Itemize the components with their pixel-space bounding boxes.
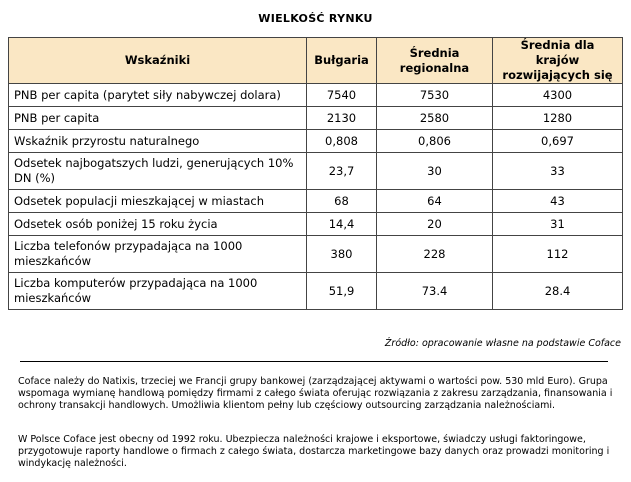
table-row xyxy=(9,213,623,236)
table-row xyxy=(9,153,623,190)
regional-value: 2580 xyxy=(377,107,493,130)
table-row xyxy=(9,236,623,273)
row-label: PNB per capita (parytet siły nabywczej dolara) xyxy=(9,84,307,107)
regional-value: 228 xyxy=(377,236,493,273)
regional-value: 20 xyxy=(377,213,493,236)
row-label: Wskaźnik przyrostu naturalnego xyxy=(9,130,307,153)
bulgaria-value: 7540 xyxy=(307,84,377,107)
row-label: PNB per capita xyxy=(9,107,307,130)
header-developing-average: Średnia dla krajów rozwijających się xyxy=(493,38,623,84)
table-row xyxy=(9,190,623,213)
header-bulgaria: Bułgaria xyxy=(307,38,377,84)
table-row xyxy=(9,107,623,130)
developing-value: 1280 xyxy=(493,107,623,130)
table-row xyxy=(9,130,623,153)
developing-value: 4300 xyxy=(493,84,623,107)
coface-poland-paragraph: W Polsce Coface jest obecny od 1992 roku. Ubezpiecza należności krajowe i eksportowe, świadczy usługi faktoringowe, przygotowuje raporty handlowe o firmach z całego świata, dostarcza marketingowe bazy danych oraz prowadzi monitoring i windykację należności. xyxy=(18,434,610,469)
coface-description-paragraph: Coface należy do Natixis, trzeciej we Francji grupy bankowej (zarządzającej aktywami o wartości pow. 530 mld Euro). Grupa wspomaga wymianę handlową pomiędzy firmami z całego świata oferując rozwiązania z zakresu zarządzania, finansowania i ochrony transakcji handlowych. Umożliwia klientom pełny lub częściowy outsourcing zarządzania należnościami. xyxy=(18,376,613,411)
regional-value: 73.4 xyxy=(377,273,493,310)
bulgaria-value: 0,808 xyxy=(307,130,377,153)
row-label: Odsetek najbogatszych ludzi, generujących 10% DN (%) xyxy=(9,153,307,190)
regional-value: 0,806 xyxy=(377,130,493,153)
bulgaria-value: 51,9 xyxy=(307,273,377,310)
header-regional-average: Średnia regionalna xyxy=(377,38,493,84)
developing-value: 33 xyxy=(493,153,623,190)
developing-value: 0,697 xyxy=(493,130,623,153)
market-size-table xyxy=(8,37,623,310)
table-row xyxy=(9,84,623,107)
row-label: Liczba telefonów przypadająca na 1000 mieszkańców xyxy=(9,236,307,273)
table-row xyxy=(9,273,623,310)
bulgaria-value: 68 xyxy=(307,190,377,213)
developing-value: 28.4 xyxy=(493,273,623,310)
divider xyxy=(20,361,608,362)
header-indicator: Wskaźniki xyxy=(9,38,307,84)
table-header-row xyxy=(9,38,623,84)
developing-value: 112 xyxy=(493,236,623,273)
page-title: WIELKOŚĆ RYNKU xyxy=(258,12,373,25)
regional-value: 30 xyxy=(377,153,493,190)
row-label: Odsetek populacji mieszkającej w miastach xyxy=(9,190,307,213)
bulgaria-value: 380 xyxy=(307,236,377,273)
bulgaria-value: 2130 xyxy=(307,107,377,130)
developing-value: 43 xyxy=(493,190,623,213)
regional-value: 7530 xyxy=(377,84,493,107)
source-note: Źródło: opracowanie własne na podstawie Coface xyxy=(384,338,621,349)
regional-value: 64 xyxy=(377,190,493,213)
developing-value: 31 xyxy=(493,213,623,236)
bulgaria-value: 14,4 xyxy=(307,213,377,236)
bulgaria-value: 23,7 xyxy=(307,153,377,190)
row-label: Liczba komputerów przypadająca na 1000 mieszkańców xyxy=(9,273,307,310)
row-label: Odsetek osób poniżej 15 roku życia xyxy=(9,213,307,236)
